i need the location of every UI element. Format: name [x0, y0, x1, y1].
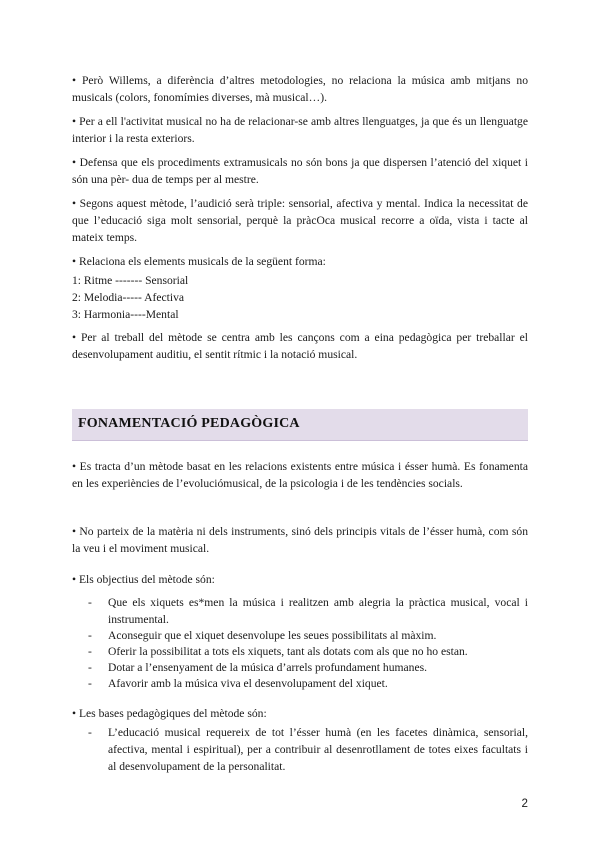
list-item-text: Que els xiquets es*men la música i realitzen amb alegria la pràctica musical, vocal i instrumental.: [108, 596, 528, 626]
list-item-text: Oferir la possibilitat a tots els xiquets, tant als dotats com als que no ho estan.: [108, 645, 468, 658]
relation-line: 2: Melodia----- Afectiva: [72, 291, 185, 304]
relation-line: 1: Ritme ------- Sensorial: [72, 274, 189, 287]
dash-marker: -: [88, 726, 92, 739]
dash-marker: -: [88, 645, 92, 658]
dash-marker: -: [88, 596, 92, 609]
list-item-text: L’educació musical requereix de tot l’ésser humà (en les facetes dinàmica, sensorial, afectiva, mental i espiritual), per a contribuir al desenrotllament de totes eixes facultats i al desenvolupament de la personalitat.: [108, 726, 528, 773]
bullet-paragraph: • Defensa que els procediments extramusicals no són bons ja que dispersen l’atenció del xiquet i són una pèr- dua de temps per al mestre.: [72, 156, 528, 186]
list-item-text: Dotar a l’ensenyament de la música d’arrels profundament humanes.: [108, 661, 428, 674]
bullet-paragraph: • Però Willems, a diferència d’altres metodologies, no relaciona la música amb mitjans no musicals (colors, fonomímies diverses, mà musical…).: [72, 74, 528, 104]
bullet-paragraph: • Per a ell l'activitat musical no ha de relacionar-se amb altres llenguatges, ja que és un llenguatge interior i la resta exteriors.: [72, 115, 528, 145]
list-item-text: Aconseguir que el xiquet desenvolupe les seues possibilitats al màxim.: [108, 629, 437, 642]
list-item: [88, 594, 528, 628]
list-item: [88, 675, 528, 692]
bullet-paragraph: • Es tracta d’un mètode basat en les relacions existents entre música i ésser humà. Es fonamenta en les experiències de l’evoluciómusical, de la psicologia i de les tendències socials.: [72, 460, 528, 490]
bullet-paragraph: • Per al treball del mètode se centra amb les cançons com a eina pedagògica per treballar el desenvolupament auditiu, el sentit rítmic i la notació musical.: [72, 331, 528, 361]
dash-marker: -: [88, 661, 92, 674]
list-item: [88, 659, 528, 676]
dash-marker: -: [88, 677, 92, 690]
bullet-paragraph: • No parteix de la matèria ni dels instruments, sinó dels principis vitals de l’ésser humà, com són la veu i el moviment musical.: [72, 525, 528, 555]
bullet-paragraph: • Segons aquest mètode, l’audició serà triple: sensorial, afectiva y mental. Indica la necessitat de que l’educació siga molt sensorial, perquè la pràcOca musical recorre a oïda, vista i tacte al mateix temps.: [72, 197, 528, 244]
section-heading: FONAMENTACIÓ PEDAGÒGICA: [78, 416, 300, 431]
bases-intro: • Les bases pedagògiques del mètode són:: [72, 707, 267, 720]
dash-marker: -: [88, 629, 92, 642]
section-heading-box: [72, 409, 528, 441]
objectives-intro: • Els objectius del mètode són:: [72, 573, 215, 586]
list-item: [88, 627, 528, 644]
list-item: [88, 643, 528, 660]
bullet-paragraph: • Relaciona els elements musicals de la següent forma:: [72, 255, 326, 268]
page-number: 2: [521, 797, 528, 810]
list-item: [88, 724, 528, 775]
list-item-text: Afavorir amb la música viva el desenvolupament del xiquet.: [108, 677, 388, 690]
relation-line: 3: Harmonia----Mental: [72, 308, 179, 321]
